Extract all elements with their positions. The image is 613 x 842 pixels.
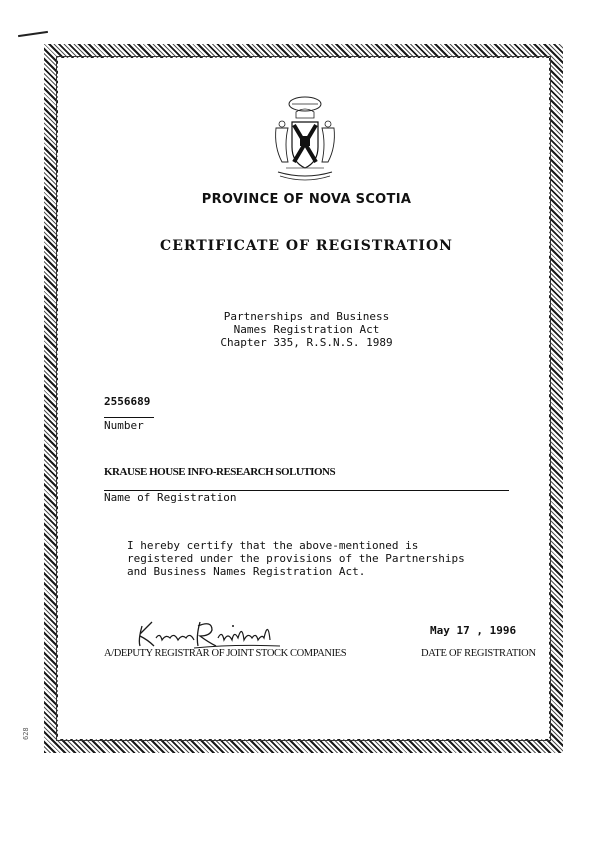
- certification-statement: [127, 539, 465, 578]
- certification-line: registered under the provisions of the Partnerships: [127, 552, 465, 565]
- province-heading: PROVINCE OF NOVA SCOTIA: [201, 192, 412, 207]
- act-line: Partnerships and Business: [223, 310, 390, 323]
- act-line: Names Registration Act: [233, 323, 380, 336]
- registrar-title: A/DEPUTY REGISTRAR OF JOINT STOCK COMPANIES: [104, 648, 347, 659]
- margin-note: 628: [22, 727, 30, 740]
- certification-line: I hereby certify that the above-mentioned is: [127, 539, 419, 552]
- stray-pen-mark: [18, 31, 48, 37]
- coat-of-arms-icon: [270, 92, 340, 184]
- certificate-title: CERTIFICATE OF REGISTRATION: [160, 238, 453, 254]
- act-reference: [0, 310, 613, 349]
- act-line: Chapter 335, R.S.N.S. 1989: [220, 336, 393, 349]
- number-label: Number: [104, 419, 144, 432]
- handwritten-signature: [134, 616, 284, 652]
- date-label: DATE OF REGISTRATION: [421, 648, 536, 659]
- number-underline: [104, 417, 154, 418]
- registration-number: 2556689: [104, 395, 151, 408]
- certification-line: and Business Names Registration Act.: [127, 565, 366, 578]
- registration-name: KRAUSE HOUSE INFO-RESEARCH SOLUTIONS: [104, 466, 336, 478]
- registration-date: May 17 , 1996: [430, 624, 517, 637]
- name-label: Name of Registration: [104, 491, 237, 504]
